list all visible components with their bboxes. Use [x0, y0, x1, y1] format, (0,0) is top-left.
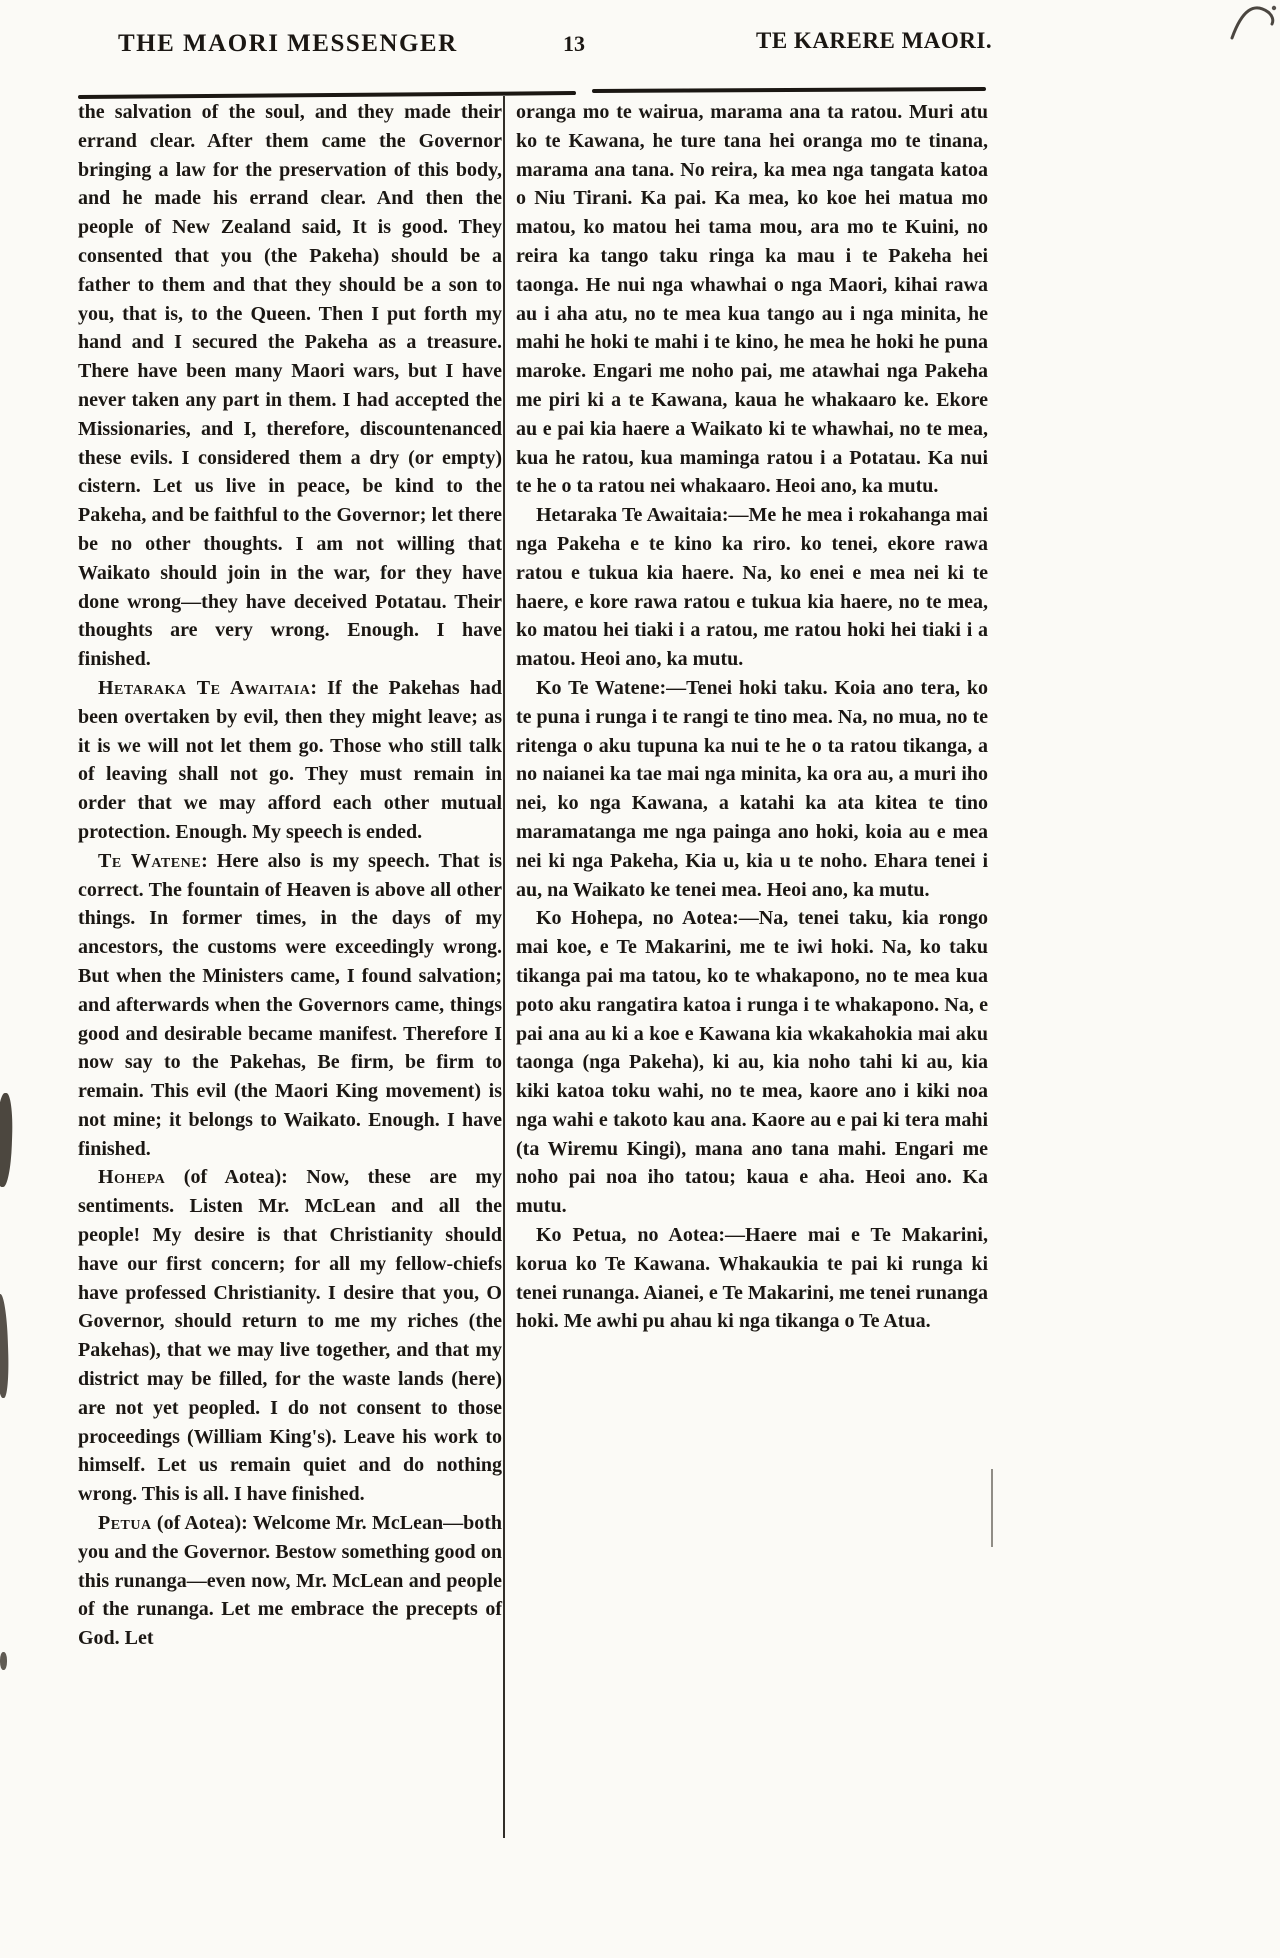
scan-artifact-left-smudge-3 [0, 1652, 7, 1670]
paragraph-text: Hetaraka Te Awaitaia:—Me he mea i rokahanga mai nga Pakeha e te kino ka riro. ko tenei, ekore rawa ratou e tukua kia haere. Na, ko enei e mea nei ki te haere, e kore rawa ratou e tukua kia haere, no te mea, ko matou hei tiaki i a ratou, me ratou hoki hei tiaki i a matou. Heoi ano, ka mutu. [516, 504, 988, 671]
speech-paragraph-english-2 [78, 674, 502, 847]
speaker-name: Petua [98, 1512, 152, 1535]
speech-paragraph-maori-2 [516, 501, 988, 674]
speech-paragraph-maori-5 [516, 1221, 988, 1336]
ink-mark-top-right [1228, 0, 1280, 42]
speech-paragraph-english-3 [78, 847, 502, 1164]
english-column [78, 98, 502, 1653]
page-number: 13 [563, 31, 585, 56]
journal-title-maori: TE KARERE MAORI. [756, 28, 993, 53]
speech-paragraph-english-4 [78, 1163, 502, 1509]
maori-column [516, 98, 988, 1336]
speech-paragraph-english-5 [78, 1509, 502, 1653]
paragraph-text: : Here also is my speech. That is correct. The fountain of Heaven is above all other things. In former times, in the days of my ancestors, the customs were exceedingly wrong. But when the Ministers came, I found salvation; and afterwards when the Governors came, things good and desirable became manifest. Therefore I now say to the Pakehas, Be firm, be firm to remain. This evil (the Maori King movement) is not mine; it belongs to Waikato. Enough. I have finished. [78, 849, 502, 1160]
paragraph-text: (of Aotea): Welcome Mr. McLean—both you and the Governor. Bestow something good on this runanga—even now, Mr. McLean and people of the runanga. Let me embrace the precepts of God. Let [78, 1512, 502, 1650]
paragraph-text: oranga mo te wairua, marama ana ta ratou. Muri atu ko te Kawana, he ture tana hei oranga mo te tinana, marama ana tana. No reira, ka mea nga tangata katoa o Niu Tirani. Ka pai. Ka mea, ko koe hei matua mo matou, ko matou hei tama mou, ara mo te Kuini, no reira ka tango taku ringa ka mau i te Pakeha hei taonga. He nui nga whawhai o nga Maori, kihai rawa au i aha atu, no te mea kua tango au i nga minita, he mahi he hoki te mahi i te kino, he mea he hoki he puna maroke. Engari me noho pai, me atawhai nga Pakeha me piri ki a te Kawana, kaua he whakaaro ke. Ekore au e pai kia haere a Waikato ki te whawhai, no te mea, kua he ratou, kua maminga ratou i a Potatau. Ka nui te he o ta ratou nei whakaaro. Heoi ano, ka mutu. [516, 101, 988, 498]
column-divider-rule [503, 96, 505, 1838]
speech-paragraph-english-1 [78, 98, 502, 674]
journal-title-english: THE MAORI MESSENGER [118, 30, 458, 57]
paragraph-text: the salvation of the soul, and they made their errand clear. After them came the Governor bringing a law for the preservation of this body, and he made his errand clear. And then the people of New Zealand said, It is good. They consented that you (the Pakeha) should be a father to them and that they should be a son to you, that is, to the Queen. Then I put forth my hand and I secured the Pakeha as a treasure. There have been many Maori wars, but I have never taken any part in them. I had accepted the Missionaries, and I, therefore, discountenanced these evils. I considered them a dry (or empty) cistern. Let us live in peace, be kind to the Pakeha, and be faithful to the Governor; let there be no other thoughts. I am not willing that Waikato should join in the war, for they have done wrong—they have deceived Potatau. Their thoughts are very wrong. Enough. I have finished. [78, 101, 502, 671]
speaker-name: Te Watene [98, 849, 202, 872]
speech-paragraph-maori-1 [516, 98, 988, 501]
speaker-name: Hohepa [98, 1166, 166, 1189]
scan-artifact-left-smudge-1 [0, 1093, 14, 1188]
paragraph-text: Ko Petua, no Aotea:—Haere mai e Te Makarini, korua ko Te Kawana. Whakaukia te pai ki runga ki tenei runanga. Aianei, e Te Makarini, me tenei runanga hoki. Me awhi pu ahau ki nga tikanga o Te Atua. [516, 1224, 988, 1333]
scan-artifact-left-smudge-2 [0, 1294, 10, 1398]
paragraph-text: : If the Pakehas had been overtaken by evil, then they might leave; as it is we will not let them go. Those who still talk of leaving shall not go. They must remain in order that we may afford each other mutual protection. Enough. My speech is ended. [78, 676, 502, 843]
speech-paragraph-maori-3 [516, 674, 988, 904]
speech-paragraph-maori-4 [516, 904, 988, 1221]
paragraph-text: Ko Te Watene:—Tenei hoki taku. Koia ano tera, ko te puna i runga i te rangi te tino mea. Na, no mua, no te ritenga o aku tupuna ka nui te he o ta ratou tikanga, a no naianei ka tae mai nga minita, ka ora au, a muri iho nei, ko nga Kawana, a katahi ka ata kitea te tino maramatanga me nga painga ano hoki, koia au e mea nei ki nga Pakeha, Kia u, kia u te noho. Ehara tenei i au, na Waikato ke tenei mea. Heoi ano, ka mutu. [516, 676, 988, 901]
speaker-name: Hetaraka Te Awaitaia [98, 676, 311, 699]
header-rule-right [592, 87, 986, 93]
paragraph-text: (of Aotea): Now, these are my sentiments. Listen Mr. McLean and all the people! My desire is that Christianity should have our first concern; for all my fellow-chiefs have professed Christianity. I desire that you, O Governor, should return to me my riches (the Pakehas), that we may live together, and that my district may be filled, for the waste lands (here) are not yet peopled. I do not consent to those proceedings (William King's). Leave his work to himself. Let us remain quiet and do nothing wrong. This is all. I have finished. [78, 1166, 502, 1506]
scan-artifact-right-streak [991, 1469, 993, 1547]
paragraph-text: Ko Hohepa, no Aotea:—Na, tenei taku, kia rongo mai koe, e Te Makarini, me te iwi hoki. Na, ko taku tikanga pai ma tatou, ko te whakapono, no te mea kua poto aku rangatira katoa i runga i te whakapono. Na, e pai ana au ki a koe e Kawana kia wkakahokia mai aku taonga (nga Pakeha), ki au, kia noho tahi ki au, kia kiki katoa toku wahi, no te mea, kaore ano i kiki noa nga wahi e takoto kau ana. Kaore au e pai ki tera mahi (ta Wiremu Kingi), mana ano tana mahi. Engari me noho pai noa iho tatou; kaua e aha. Heoi ano. Ka mutu. [516, 907, 988, 1218]
